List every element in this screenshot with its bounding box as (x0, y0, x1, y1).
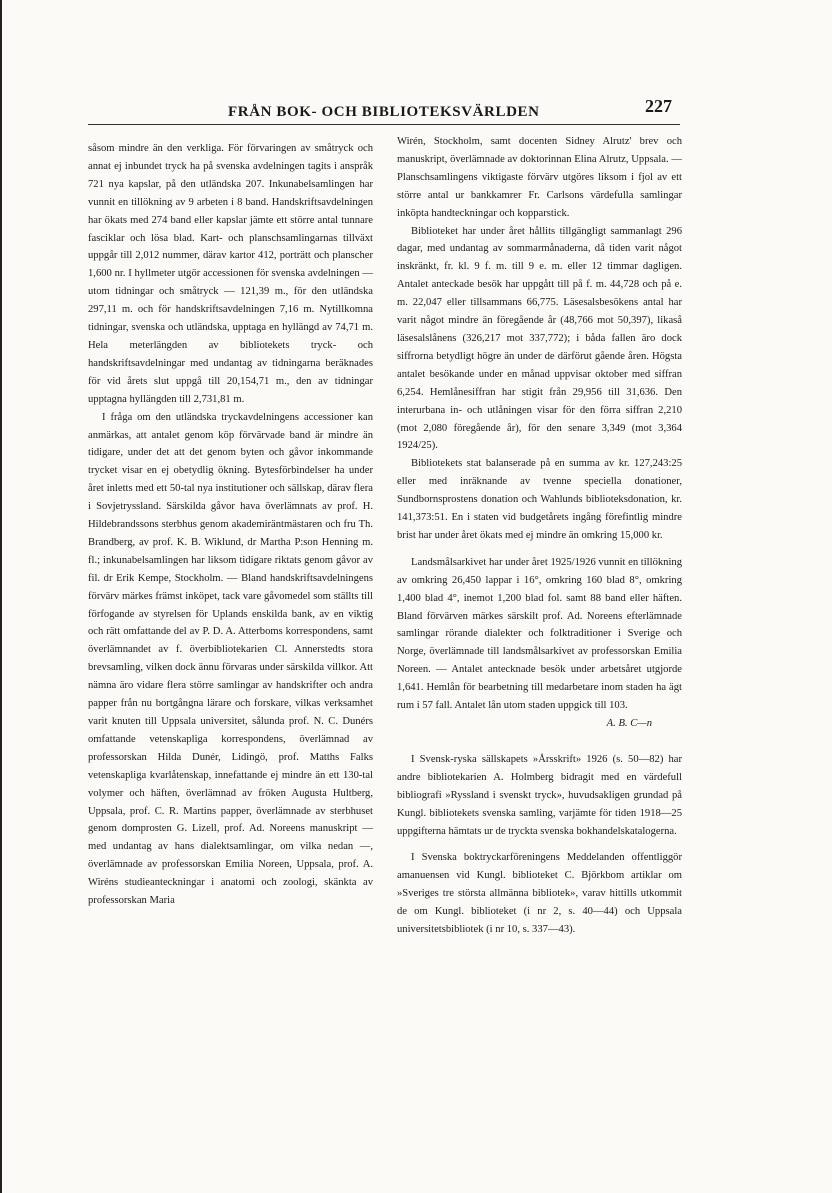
header-rule (88, 124, 680, 125)
author-signature: A. B. C—n (606, 718, 652, 729)
right-column (397, 133, 682, 939)
paragraph: Wirén, Stockholm, samt docenten Sidney Alrutz' brev och manuskript, överlämnade av doktorinnan Elina Alrutz, Uppsala. — Planschsamlingens viktigaste förvärv utgöres liksom i fjol av ett större antal ur bankkamrer Fr. Carlsons värdefulla samlingar inköpta handteckningar och kopparstick. (397, 136, 682, 219)
running-header (88, 96, 680, 122)
page-number: 227 (645, 96, 672, 116)
paragraph: I Svensk-ryska sällskapets »Årsskrift» 1926 (s. 50—82) har andre bibliotekarien A. Holmberg bidragit med en värdefull bibliografi »Ryssland i svenskt tryck», huvudsakligen grundad på Kungl. bibliotekets svenska samling, varjämte för tiden 1918—25 uppgifterna hämtats ur de tryckta svenska bokhandelskatalogerna. (397, 753, 682, 837)
left-column (88, 140, 373, 910)
page-edge (0, 0, 2, 1193)
paragraph: I Svenska boktryckarföreningens Meddelanden offentliggör amanuensen vid Kungl. biblioteket C. Björkbom artiklar om »Sveriges tre största allmänna bibliotek», varav hittills utkommit de om Kungl. biblioteket (i nr 2, s. 40—44) och Uppsala universitetsbibliotek (i nr 10, s. 337—43). (397, 852, 682, 936)
paragraph: Bibliotekets stat balanserade på en summa av kr. 127,243:25 eller med inräknande av tvenne speciella donationer, Sundbornsprostens donation och Wahlunds biblioteksdonation, kr. 141,373:51. En i staten vid budgetårets ingång förefintlig mindre brist har under året ökats med ej mindre än omkring 15,000 kr. (397, 458, 682, 541)
header-title: FRÅN BOK- OCH BIBLIOTEKSVÄRLDEN (228, 104, 540, 120)
paragraph: Biblioteket har under året hållits tillgängligt sammanlagt 296 dagar, med undantag av sommarmånaderna, då tiden varit något inskränkt, fr. kl. 9 f. m. till 9 e. m. eller 12 timmar dagligen. Antalet anteckade besök har uppgått till på f. m. 44,728 och på e. m. 22,047 eller tillsammans 66,775. Läsesalsbesökens antal har varit något mindre än föregående år (48,766 mot 50,397), likaså läsesalslånens (326,217 mot 337,772); i båda fallen äro dock siffrorna betydligt högre än under de därförut gående åren. Högsta antalet besökande under en månad uppvisar oktober med siffran 6,254. Hemlånesiffran har stigit från 29,956 till 31,636. Den interurbana in- och utlåningen visar för den förra siffran 2,210 (mot 2,080 föregående år), för den senare 3,349 (mot 3,364 1924/25). (397, 225, 682, 452)
paragraph: Landsmålsarkivet har under året 1925/1926 vunnit en tillökning av omkring 26,450 lappar i 16°, omkring 160 blad 8°, omkring 1,400 blad 4°, inemot 1,200 blad fol. samt 88 band eller häften. Bland förvärven märkes särskilt prof. Ad. Noreens efterlämnade samlingar rörande dialekter och folktraditioner i Sverige och Norge, överlämnade till landsmålsarkivet av professorskan Emilia Noreen. — Antalet antecknade besök under arbetsåret utgjorde 1,641. Hemlån för bearbetning till medarbetare inom staden ha ägt rum i 57 fall. Antalet lån utom staden uppgick till 103. (397, 556, 682, 712)
paragraph: I fråga om den utländska tryckavdelningens accessioner kan anmärkas, att antalet genom köp förvärvade band är mindre än tidigare, under det att det genom byten och gåvor inkommande trycket visar en ej obetydlig ökning. Bytesförbindelser ha under året inletts med ett 50-tal nya institutioner och sällskap, därav flera i Sovjetryssland. Särskilda gåvor hava överlämnats av prof. H. Hildebrandssons sterbhus genom akademiräntmästaren och fru Th. Brandberg, av prof. K. B. Wiklund, dr Martha P:son Henning m. fl.; inkunabelsamlingen har liksom tidigare riktats genom gåvor av fil. dr Erik Kempe, Stockholm. — Bland handskriftsavdelningens förvärv märkes främst inköpet, tack vare gåvomedel som ställts till förfogande av styrelsen för Uplands enskilda bank, av en viktig och rätt omfattande del av P. D. A. Atterboms korrespondens, samt överlämnandet av f. överbibliotekarien Cl. Annerstedts stora brevsamling, vilken dock ännu förvaras under särskilda villkor. Att nämna äro vidare flera större samlingar av handskrifter och andra papper från nu bortgångna lärare och forskare, vilkas verksamhet varit knuten till Uppsala universitet, sålunda prof. N. C. Dunérs omfattande vetenskapliga korrespondens, överlämnad av professorskan Hilda Dunér, Lidingö, prof. Matths Falks vetenskapliga kvarlåtenskap, innefattande ej mindre än ett 130-tal volymer och häften, överlämnad av fröken Augusta Hultberg, Uppsala, prof. C. R. Martins papper, överlämnade av sterbhuset genom domprosten G. Lizell, prof. Ad. Noreens manuskript — med undantag av hans dialektsamlingar, om vilka nedan —, överlämnade av professorskan Emilia Noreen, Uppsala, prof. A. Wiréns studieanteckningar i anatomi och zoologi, skänkta av professorskan Maria (88, 411, 373, 907)
paragraph: såsom mindre än den verkliga. För förvaringen av småtryck och annat ej inbundet tryck ha på svenska avdelningen tagits i anspråk 721 nya kapslar, på den utländska 207. Inkunabelsamlingen har vunnit en tillökning av 9 arbeten i 8 band. Handskriftsavdelningen har ökats med 274 band eller kapslar jämte ett större antal tunnare fasciklar och lösa blad. Kart- och planschsamlingarnas tillväxt uppgår till 2,012 nummer, därav kartor 412, porträtt och planscher 1,600 nr. I hyllmeter utgör accessionen för svenska avdelningen — utom tidningar och småtryck — 121,39 m., för den utländska 297,11 m. och för handskriftsavdelningen 7,16 m. Nytillkomna tidningar, svenska och utländska, upptaga en hyllängd av 74,71 m. Hela meterlängden av bibliotekets tryck- och handskriftsavdelningar med undantag av tidningarna beräknades för vid årets slut uppgå till 20,154,71 m., den av tidningar upptagna hyllängden till 2,731,81 m. (88, 143, 373, 405)
